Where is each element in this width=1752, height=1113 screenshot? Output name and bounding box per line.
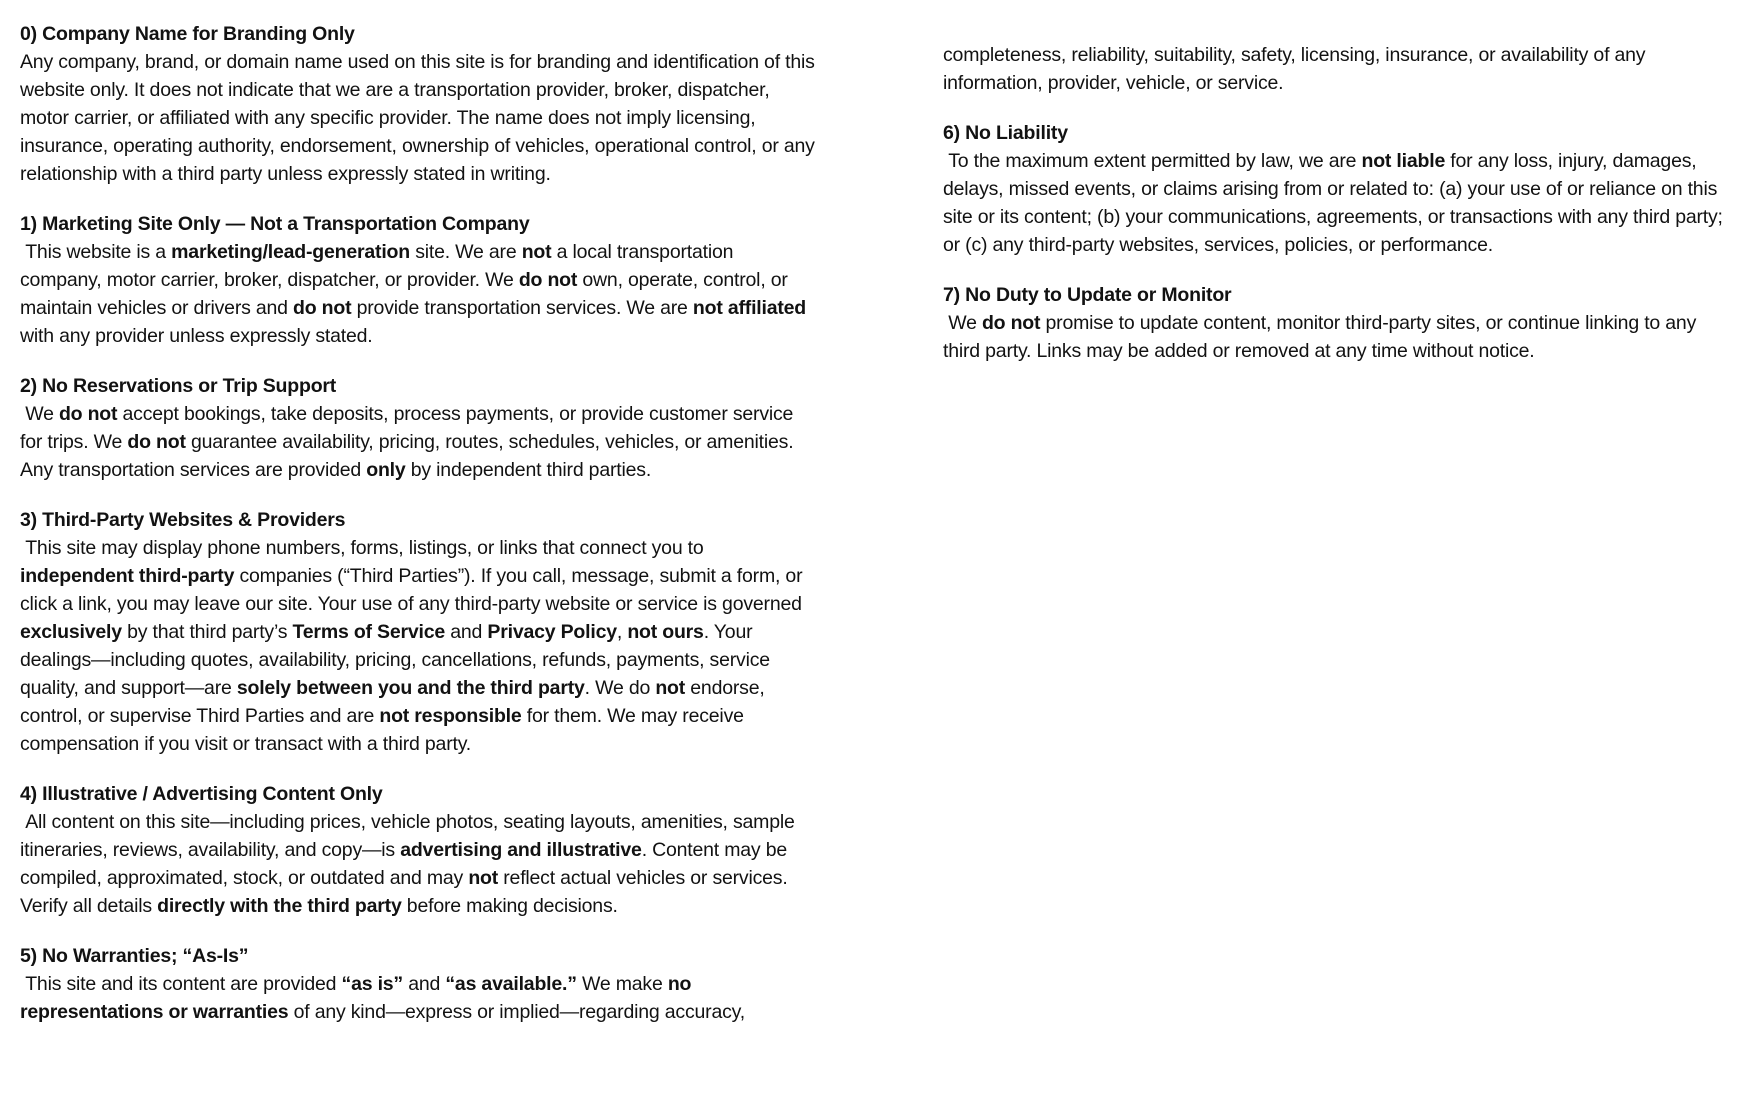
section-body: We do not promise to update content, monitor third-party sites, or continue linking to any third party. Links may be added or removed at any time without notice.	[943, 312, 1697, 362]
section-body: Any company, brand, or domain name used on this site is for branding and identification of this website only. It does not indicate that we are a transportation provider, broker, dispatcher, motor carrier, or affiliated with any specific provider. The name does not imply licensing, insurance, operating authority, endorsement, ownership of vehicles, operational control, or any relationship with a third party unless expressly stated in writing.	[20, 51, 815, 185]
section-no-reservations	[20, 372, 815, 484]
section-body: completeness, reliability, suitability, safety, licensing, insurance, or availability of any information, provider, vehicle, or service.	[943, 44, 1646, 94]
section-no-liability	[943, 119, 1728, 259]
section-body: This site and its content are provided “as is” and “as available.” We make no representations or warranties of any kind—express or implied—regarding accuracy,	[20, 973, 745, 1023]
section-marketing-site-only	[20, 210, 815, 350]
section-heading: 0) Company Name for Branding Only	[20, 23, 355, 45]
section-body: All content on this site—including prices, vehicle photos, seating layouts, amenities, sample itineraries, reviews, availability, and copy—is advertising and illustrative. Content may be compiled, approximated, stock, or outdated and may not reflect actual vehicles or services. Verify all details directly with the third party before making decisions.	[20, 811, 795, 917]
section-body: To the maximum extent permitted by law, we are not liable for any loss, injury, damages, delays, missed events, or claims arising from or related to: (a) your use of or reliance on this site or its content; (b) your communications, agreements, or transactions with any third party; or (c) any third-party websites, services, policies, or performance.	[943, 150, 1723, 256]
section-no-duty-to-update	[943, 281, 1728, 365]
section-heading: 7) No Duty to Update or Monitor	[943, 284, 1232, 306]
section-body: This site may display phone numbers, forms, listings, or links that connect you to independent third-party companies (“Third Parties”). If you call, message, submit a form, or click a link, you may leave our site. Your use of any third-party website or service is governed exclusively by that third party’s Terms of Service and Privacy Policy, not ours. Your dealings—including quotes, availability, pricing, cancellations, refunds, payments, service quality, and support—are solely between you and the third party. We do not endorse, control, or supervise Third Parties and are not responsible for them. We may receive compensation if you visit or transact with a third party.	[20, 537, 803, 755]
section-no-warranties-continuation	[943, 41, 1728, 97]
section-no-warranties	[20, 942, 815, 1026]
section-illustrative-content	[20, 780, 815, 920]
section-body: We do not accept bookings, take deposits, process payments, or provide customer service for trips. We do not guarantee availability, pricing, routes, schedules, vehicles, or amenities. Any transportation services are provided only by independent third parties.	[20, 403, 794, 481]
section-heading: 1) Marketing Site Only — Not a Transportation Company	[20, 213, 530, 235]
section-heading: 6) No Liability	[943, 122, 1068, 144]
section-company-name-branding	[20, 20, 815, 188]
section-third-party-websites	[20, 506, 815, 758]
section-heading: 4) Illustrative / Advertising Content Only	[20, 783, 383, 805]
section-heading: 5) No Warranties; “As-Is”	[20, 945, 249, 967]
section-body: This website is a marketing/lead-generation site. We are not a local transportation company, motor carrier, broker, dispatcher, or provider. We do not own, operate, control, or maintain vehicles or drivers and do not provide transportation services. We are not affiliated with any provider unless expressly stated.	[20, 241, 807, 347]
column-right	[943, 41, 1728, 387]
section-heading: 3) Third-Party Websites & Providers	[20, 509, 346, 531]
section-heading: 2) No Reservations or Trip Support	[20, 375, 337, 397]
column-left	[20, 20, 815, 1048]
